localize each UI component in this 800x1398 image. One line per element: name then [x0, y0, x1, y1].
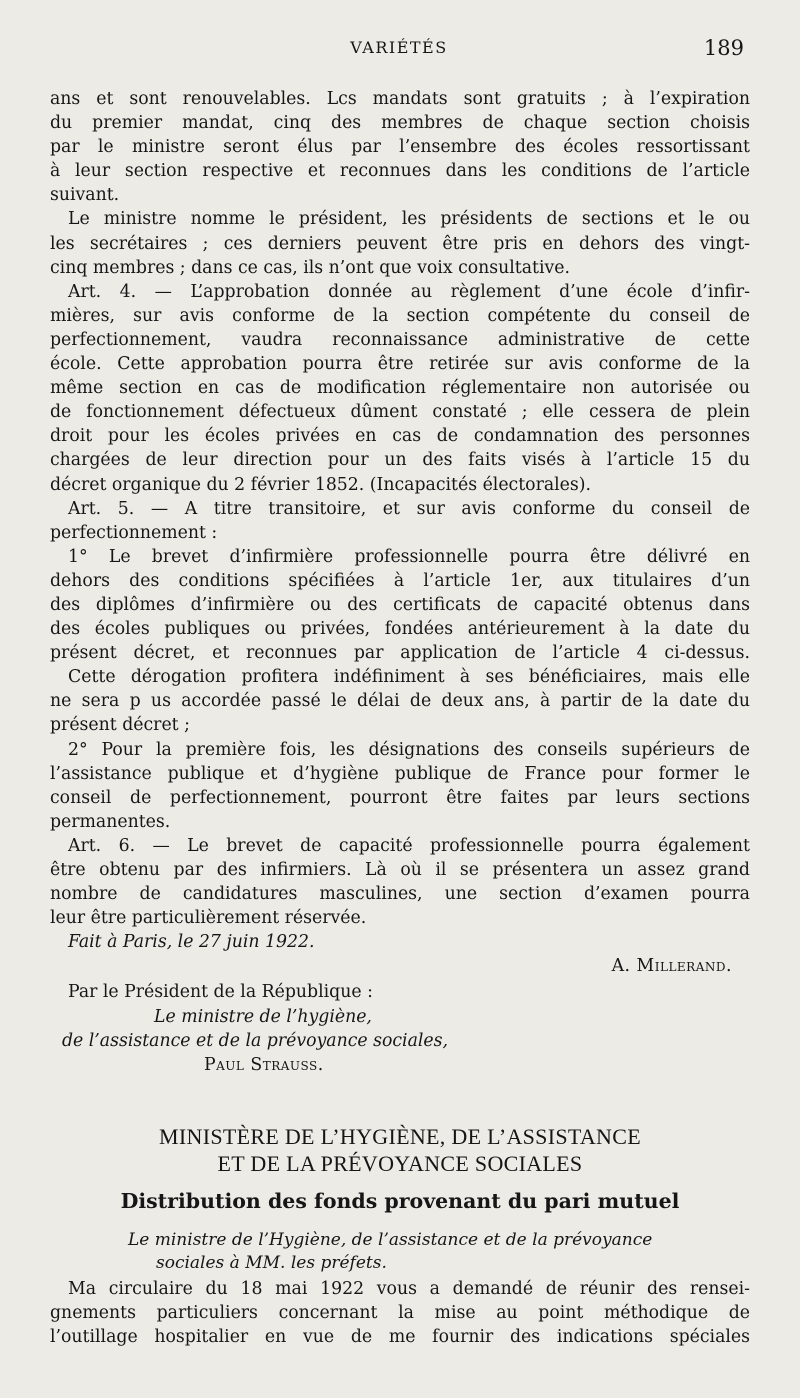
text-line: mières, sur avis conforme de la section compétente du conseil de — [50, 305, 750, 326]
addressee-block — [128, 1229, 754, 1275]
text-line: les secrétaires ; ces derniers peuvent être pris en dehors des vingt- — [50, 233, 750, 254]
text-line: 1° Le brevet d’infirmière professionnelle pourra être délivré en — [68, 546, 750, 567]
minister-title-line-1: Le ministre de l’hygiène, — [154, 1006, 372, 1027]
text-line: l’outillage hospitalier en vue de me fournir des indications spéciales — [50, 1327, 750, 1348]
article-5-heading-line: Art. 5. — A titre transitoire, et sur avis conforme du conseil de — [68, 498, 750, 519]
text-line: par le ministre seront élus par l’ensembre des écoles ressortissant — [50, 137, 750, 158]
text-line: gnements particuliers concernant la mise au point méthodique de — [50, 1303, 750, 1324]
text-line: cinq membres ; dans ce cas, ils n’ont que voix consultative. — [50, 257, 571, 278]
text-line: perfectionnement, vaudra reconnaissance administrative de cette — [50, 329, 750, 350]
addressee-line-2: sociales à MM. les préfets. — [156, 1253, 387, 1273]
ministry-heading-line-1: MINISTÈRE DE L’HYGIÈNE, DE L’ASSISTANCE — [159, 1124, 641, 1149]
circular-text — [50, 1277, 750, 1349]
text-line: permanentes. — [50, 811, 171, 832]
text-line: des diplômes d’infirmière ou des certificats de capacité obtenus dans — [50, 594, 750, 615]
minister-name: Paul Strauss. — [204, 1054, 324, 1075]
text-line: à leur section respective et reconnues dans les conditions de l’article — [50, 161, 750, 182]
text-line: être obtenu par des infirmiers. Là où il se présentera un assez grand — [50, 860, 750, 880]
text-line: même section en cas de modification réglementaire non autorisée ou — [50, 378, 750, 399]
addressee-line-1: Le ministre de l’Hygiène, de l’assistance et de la prévoyance — [128, 1230, 653, 1250]
text-line: conseil de perfectionnement, pourront être faites par leurs sections — [50, 787, 750, 808]
text-line: leur être particulièrement réservée. — [50, 908, 367, 929]
text-line: chargées de leur direction pour un des faits visés à l’article 15 du — [50, 450, 750, 471]
text-line: ans et sont renouvelables. Lcs mandats sont gratuits ; à l’expiration — [50, 89, 750, 109]
article-4-heading-line: Art. 4. — L’approbation donnée au règlement d’une école d’infir- — [68, 281, 750, 302]
page-header — [48, 38, 750, 68]
running-title: VARIÉTÉS — [350, 38, 448, 57]
text-line: école. Cette approbation pourra être retirée sur avis conforme de la — [50, 354, 750, 375]
text-line: nombre de candidatures masculines, une section d’examen pourra — [50, 884, 750, 905]
text-line: présent décret ; — [50, 715, 190, 736]
text-line: décret organique du 2 février 1852. (Incapacités électorales). — [50, 474, 592, 495]
text-line: de fonctionnement défectueux dûment constaté ; elle cessera de plein — [50, 402, 750, 423]
text-line: Le ministre nomme le président, les présidents de sections et le ou — [68, 209, 750, 230]
by-president-line: Par le Président de la République : — [68, 982, 373, 1003]
decree-text — [50, 87, 750, 1077]
minister-title-line-2: de l’assistance et de la prévoyance sociales, — [62, 1030, 448, 1051]
text-line: des écoles publiques ou privées, fondées antérieurement à la date du — [50, 619, 750, 640]
signer-name: A. Millerand. — [611, 956, 732, 977]
text-line: perfectionnement : — [50, 522, 218, 543]
text-line: droit pour les écoles privées en cas de condamnation des personnes — [50, 426, 750, 447]
text-line: présent décret, et reconnues par application de l’article 4 ci-dessus. — [50, 643, 750, 664]
text-line: suivant. — [50, 185, 120, 206]
section-title: Distribution des fonds provenant du pari mutuel — [120, 1189, 680, 1213]
ministry-heading-line-2: ET DE LA PRÉVOYANCE SOCIALES — [217, 1151, 583, 1176]
ministry-heading — [50, 1123, 750, 1177]
text-line: 2° Pour la première fois, les désignations des conseils supérieurs de — [68, 739, 750, 760]
text-line: du premier mandat, cinq des membres de chaque section choisis — [50, 113, 750, 134]
page-number: 189 — [703, 36, 744, 60]
text-line: ne sera p us accordée passé le délai de deux ans, à partir de la date du — [50, 691, 750, 712]
date-place-line: Fait à Paris, le 27 juin 1922. — [68, 932, 315, 953]
text-line: dehors des conditions spécifiées à l’article 1er, aux titulaires d’un — [50, 570, 750, 591]
text-line: Ma circulaire du 18 mai 1922 vous a demandé de réunir des rensei- — [68, 1279, 750, 1299]
text-line: Cette dérogation profitera indéfiniment à ses bénéficiaires, mais elle — [68, 667, 750, 688]
text-line: l’assistance publique et d’hygiène publique de France pour former le — [50, 763, 750, 784]
article-6-heading-line: Art. 6. — Le brevet de capacité professionnelle pourra également — [68, 835, 750, 856]
